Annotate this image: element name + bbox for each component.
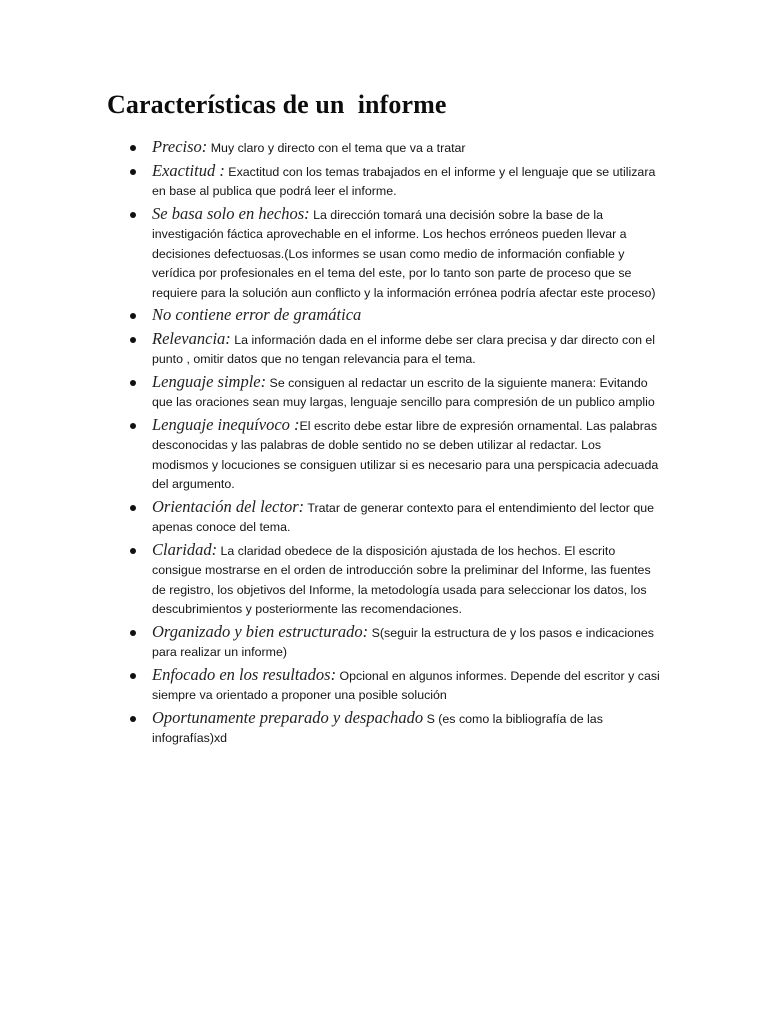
bullet-icon xyxy=(130,505,136,511)
bullet-icon xyxy=(130,423,136,429)
item-term: Se basa solo en hechos: xyxy=(152,203,310,223)
document-title: Características de un informe xyxy=(107,90,447,119)
item-description: El escrito debe estar libre de expresión ornamental. Las palabras desconocidas y las palabras de doble sentido no se deben utilizar al redactar. Los modismos y locuciones se consiguen utilizar si es necesario para una perspicacia adecuada del argumento. xyxy=(152,418,659,491)
list-item xyxy=(130,204,660,304)
item-description: Opcional en algunos informes. Depende del escritor y casi siempre va orientado a proponer una posible solución xyxy=(152,668,660,702)
bullet-icon xyxy=(130,313,136,319)
item-description: Muy claro y directo con el tema que va a tratar xyxy=(207,141,466,155)
item-term: Enfocado en los resultados: xyxy=(152,664,337,684)
item-description: Tratar de generar contexto para el entendimiento del lector que apenas conoce del tema. xyxy=(152,500,655,534)
list-item xyxy=(130,305,660,327)
bullet-icon xyxy=(130,548,136,554)
list-item xyxy=(130,540,660,620)
bullet-icon xyxy=(130,145,136,151)
list-item xyxy=(130,329,660,370)
item-term: No contiene error de gramática xyxy=(152,305,362,324)
item-term: Orientación del lector: xyxy=(152,496,305,516)
item-term: Preciso: xyxy=(152,137,208,156)
item-term: Lenguaje inequívoco : xyxy=(152,414,300,434)
item-term: Oportunamente preparado y despachado xyxy=(152,707,424,727)
list-item xyxy=(130,161,660,202)
list-item xyxy=(130,622,660,663)
item-description: La dirección tomará una decisión sobre la base de la investigación fáctica aprovechable en el informe. Los hechos erróneos pueden llevar a decisiones defectuosas.(Los informes se usan como medio de información confiable y verídica por profesionales en el tema del este, por lo tanto son parte de proceso que se requiere para la solución aun conflicto y la información errónea podría afectar este proceso) xyxy=(152,207,656,300)
item-term: Exactitud : xyxy=(152,160,225,180)
bullet-icon xyxy=(130,716,136,722)
bullet-icon xyxy=(130,673,136,679)
item-term: Claridad: xyxy=(152,539,218,559)
item-description: S(seguir la estructura de y los pasos e indicaciones para realizar un informe) xyxy=(152,625,654,659)
list-item xyxy=(130,372,660,413)
item-description: Se consiguen al redactar un escrito de la siguiente manera: Evitando que las oraciones sean muy largas, lenguaje sencillo para compresión de un publico amplio xyxy=(152,375,655,409)
bullet-icon xyxy=(130,380,136,386)
item-description: La información dada en el informe debe ser clara precisa y dar directo con el punto , omitir datos que no tengan relevancia para el tema. xyxy=(152,332,656,366)
list-item xyxy=(130,497,660,538)
bullet-icon xyxy=(130,630,136,636)
bullet-icon xyxy=(130,212,136,218)
item-term: Organizado y bien estructurado: xyxy=(152,621,369,641)
item-term: Lenguaje simple: xyxy=(152,371,267,391)
item-term: Relevancia: xyxy=(152,328,231,348)
list-item xyxy=(130,665,660,706)
bullet-icon xyxy=(130,169,136,175)
item-description: La claridad obedece de la disposición ajustada de los hechos. El escrito consigue mostrarse en el orden de introducción sobre la preliminar del Informe, las fuentes de registro, los objetivos del Informe, la metodología usada para seleccionar los datos, los descubrimientos y posteriormente las recomendaciones. xyxy=(152,543,651,616)
list-item xyxy=(130,137,660,159)
bullet-icon xyxy=(130,337,136,343)
list-item xyxy=(130,708,660,749)
characteristics-list xyxy=(130,137,660,751)
item-description: Exactitud con los temas trabajados en el informe y el lenguaje que se utilizara en base al publica que podrá leer el informe. xyxy=(152,164,656,198)
list-item xyxy=(130,415,660,495)
item-description: S (es como la bibliografía de las infografías)xd xyxy=(152,711,603,745)
